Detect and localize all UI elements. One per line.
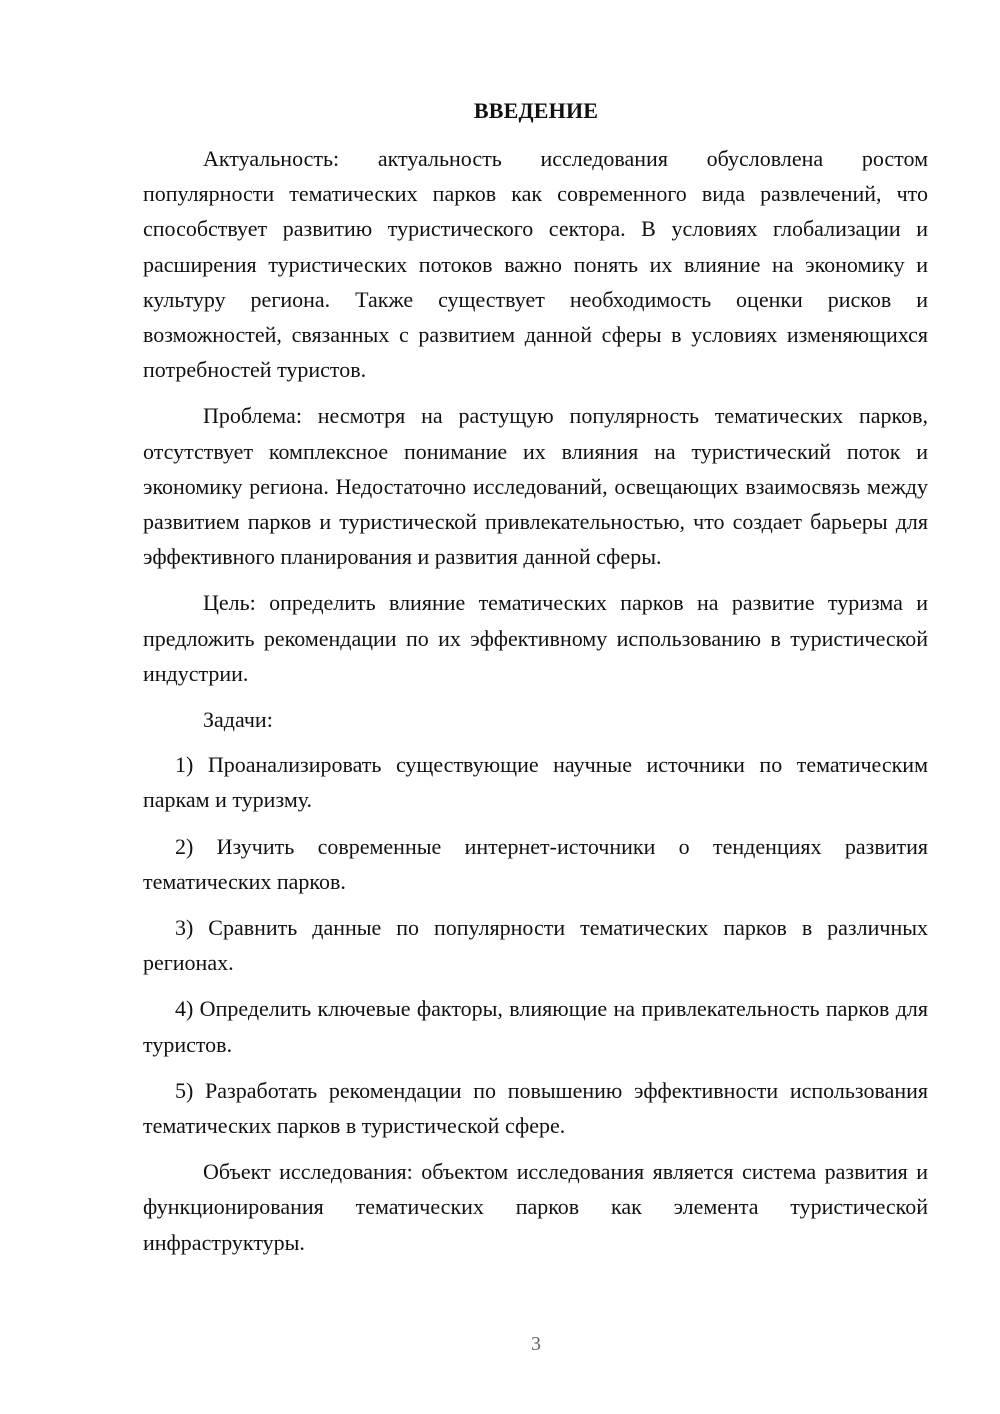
document-body (143, 141, 928, 1271)
page-title: ВВЕДЕНИЕ (473, 98, 599, 123)
task-item-1: 1) Проанализировать существующие научные источники по тематическим паркам и туризму. (143, 752, 928, 813)
relevance-paragraph: Актуальность: актуальность исследования обусловлена ростом популярности тематических парков как современного вида развлечений, что способствует развитию туристического сектора. В условиях глобализации и расширения туристических потоков важно понять их влияние на экономику и культуру региона. Также существует необходимость оценки рисков и возможностей, связанных с развитием данной сферы в условиях изменяющихся потребностей туристов. (143, 146, 928, 383)
goal-paragraph: Цель: определить влияние тематических парков на развитие туризма и предложить рекомендации по их эффективному использованию в туристической индустрии. (143, 590, 928, 686)
object-paragraph: Объект исследования: объектом исследования является система развития и функционирования тематических парков как элемента туристической инфраструктуры. (143, 1159, 928, 1255)
problem-paragraph: Проблема: несмотря на растущую популярность тематических парков, отсутствует комплексное понимание их влияния на туристический поток и экономику региона. Недостаточно исследований, освещающих взаимосвязь между развитием парков и туристической привлекательностью, что создает барьеры для эффективного планирования и развития данной сферы. (143, 403, 928, 570)
task-item-3: 3) Сравнить данные по популярности тематических парков в различных регионах. (143, 915, 928, 976)
page-number: 3 (531, 1333, 541, 1355)
task-item-5: 5) Разработать рекомендации по повышению эффективности использования тематических парков в туристической сфере. (143, 1077, 928, 1139)
tasks-heading: Задачи: (203, 707, 273, 733)
task-item-4: 4) Определить ключевые факторы, влияющие на привлекательность парков для туристов. (143, 996, 928, 1057)
task-item-2: 2) Изучить современные интернет-источники о тенденциях развития тематических парков. (143, 833, 928, 894)
